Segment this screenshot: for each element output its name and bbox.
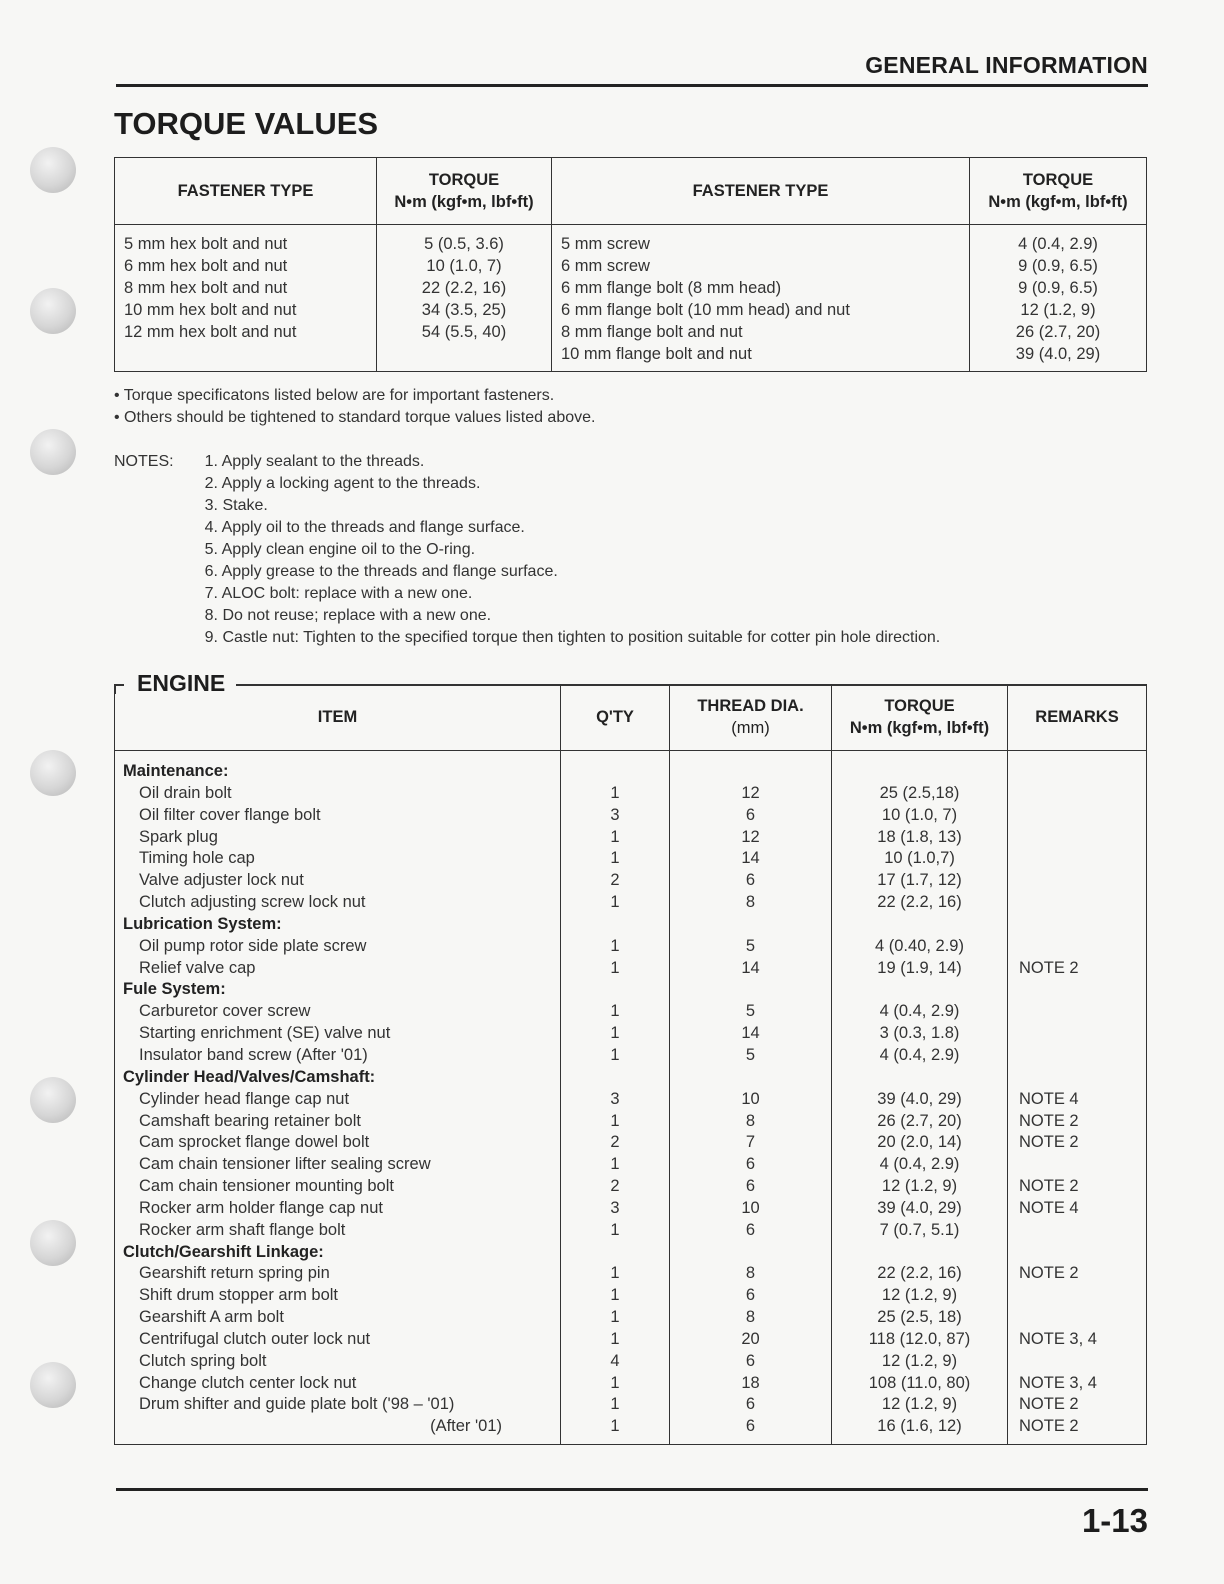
thread-dia-cell: 12 xyxy=(741,827,760,846)
note-text: Apply clean engine oil to the O-ring. xyxy=(221,541,476,558)
torque-value-cell: 9 (0.9, 6.5) xyxy=(1018,257,1098,275)
thread-dia-cell xyxy=(670,914,831,936)
item-cell: (After '01) xyxy=(430,1417,502,1436)
notes-label: NOTES: xyxy=(114,453,174,470)
fastener-type-cell: 5 mm hex bolt and nut xyxy=(124,235,288,253)
remarks-cell: NOTE 2 xyxy=(1019,1417,1079,1436)
qty-cell: 2 xyxy=(610,1177,620,1196)
thread-dia-cell xyxy=(670,1242,831,1264)
page-title: TORQUE VALUES xyxy=(114,106,379,141)
thread-dia-cell: 6 xyxy=(745,1417,756,1436)
fastener-type-cell: 5 mm screw xyxy=(561,235,650,253)
note-item xyxy=(194,473,940,495)
bullet-line: • Torque specificatons listed below are for important fasteners. xyxy=(114,387,555,404)
qty-cell: 2 xyxy=(610,871,620,890)
qty-cell: 1 xyxy=(610,827,620,846)
item-cell: Spark plug xyxy=(139,827,218,846)
left-torque-values xyxy=(377,225,552,372)
item-cell: Gearshift A arm bolt xyxy=(139,1308,284,1327)
torque-value-cell: 22 (2.2, 16) xyxy=(421,279,507,297)
item-cell: Clutch spring bolt xyxy=(139,1351,267,1370)
page-number: 1-13 xyxy=(1081,1502,1148,1539)
torque-value-cell: 54 (5.5, 40) xyxy=(421,323,507,341)
remarks-cell xyxy=(1008,1023,1146,1045)
remarks-cell xyxy=(1008,848,1146,870)
thread-dia-cell: 6 xyxy=(745,1177,756,1196)
thread-dia-cell: 5 xyxy=(745,936,756,955)
qty-cell: 1 xyxy=(610,1373,620,1392)
qty-cell: 1 xyxy=(610,1045,620,1064)
thread-dia-cell xyxy=(670,1067,831,1089)
torque-value-cell: 4 (0.4, 2.9) xyxy=(1018,235,1098,253)
torque-cell: 118 (12.0, 87) xyxy=(868,1329,971,1348)
col-header-torque: TORQUE N•m (kgf•m, lbf•ft) xyxy=(832,684,1008,751)
engine-thread-column xyxy=(670,751,832,1445)
fastener-type-cell: 6 mm flange bolt (8 mm head) xyxy=(561,279,782,297)
note-text: Apply sealant to the threads. xyxy=(221,453,425,470)
binder-hole xyxy=(30,1220,76,1266)
qty-cell: 4 xyxy=(610,1351,620,1370)
note-item xyxy=(194,539,940,561)
fastener-type-cell: 10 mm hex bolt and nut xyxy=(124,301,297,319)
binder-hole xyxy=(30,429,76,475)
note-number: 2. xyxy=(204,475,218,492)
thread-dia-cell: 20 xyxy=(741,1329,760,1348)
binder-hole xyxy=(30,147,76,193)
item-cell: Gearshift return spring pin xyxy=(139,1264,330,1283)
thread-dia-cell: 18 xyxy=(741,1373,760,1392)
torque-cell: 10 (1.0, 7) xyxy=(881,805,958,824)
remarks-cell xyxy=(1008,1045,1146,1067)
qty-cell xyxy=(561,979,669,1001)
thread-dia-cell: 14 xyxy=(741,1024,760,1043)
torque-cell: 4 (0.4, 2.9) xyxy=(879,1002,960,1021)
remarks-cell xyxy=(1008,892,1146,914)
notes-block xyxy=(114,451,940,649)
remarks-cell xyxy=(1008,1220,1146,1242)
note-number: 8. xyxy=(204,607,218,624)
engine-remarks-column xyxy=(1008,751,1147,1445)
qty-cell xyxy=(561,1067,669,1089)
remarks-cell xyxy=(1008,914,1146,936)
remarks-cell xyxy=(1008,1351,1146,1373)
qty-cell: 1 xyxy=(610,958,620,977)
torque-cell: 25 (2.5, 18) xyxy=(877,1308,962,1327)
qty-cell: 2 xyxy=(610,1133,620,1152)
col-header-torque: TORQUE N•m (kgf•m, lbf•ft) xyxy=(970,158,1147,225)
col-header-torque: TORQUE N•m (kgf•m, lbf•ft) xyxy=(377,158,552,225)
col-header-item: ITEM xyxy=(115,684,561,751)
note-text: Castle nut: Tighten to the specified torque then tighten to position suitable for cotter pin hole direction. xyxy=(222,629,941,646)
note-number: 1. xyxy=(204,453,218,470)
remarks-cell xyxy=(1008,870,1146,892)
torque-cell: 4 (0.40, 2.9) xyxy=(875,936,964,955)
qty-cell: 1 xyxy=(610,1286,620,1305)
torque-cell: 16 (1.6, 12) xyxy=(877,1417,962,1436)
item-cell: Rocker arm shaft flange bolt xyxy=(139,1220,346,1239)
thread-dia-cell: 7 xyxy=(745,1133,756,1152)
qty-cell: 1 xyxy=(610,936,620,955)
bullet-line: • Others should be tightened to standard torque values listed above. xyxy=(114,409,596,426)
remarks-cell: NOTE 2 xyxy=(1019,1133,1079,1152)
engine-qty-column xyxy=(561,751,670,1445)
remarks-cell: NOTE 2 xyxy=(1019,1395,1079,1414)
standard-torque-table xyxy=(114,157,1147,372)
note-number: 3. xyxy=(204,497,218,514)
bullet-notes xyxy=(114,385,595,429)
item-cell: Oil pump rotor side plate screw xyxy=(139,936,367,955)
fastener-type-cell: 8 mm flange bolt and nut xyxy=(561,323,743,341)
torque-cell xyxy=(832,914,1007,936)
col-header-qty: Q'TY xyxy=(561,684,670,751)
torque-value-cell: 12 (1.2, 9) xyxy=(1020,301,1096,319)
note-item xyxy=(194,583,940,605)
remarks-cell: NOTE 4 xyxy=(1019,1089,1079,1108)
item-cell: Valve adjuster lock nut xyxy=(139,871,304,890)
note-text: ALOC bolt: replace with a new one. xyxy=(221,585,473,602)
note-number: 7. xyxy=(204,585,218,602)
note-item xyxy=(194,495,940,517)
qty-cell: 1 xyxy=(610,893,620,912)
qty-cell: 3 xyxy=(610,805,620,824)
torque-cell: 39 (4.0, 29) xyxy=(877,1089,962,1108)
qty-cell: 3 xyxy=(610,1198,620,1217)
thread-dia-cell: 6 xyxy=(745,1220,756,1239)
binder-hole xyxy=(30,288,76,334)
remarks-cell xyxy=(1008,936,1146,958)
thread-dia-cell: 14 xyxy=(741,958,760,977)
torque-cell xyxy=(832,1067,1007,1089)
qty-cell: 1 xyxy=(610,1111,620,1130)
note-item xyxy=(194,627,940,649)
col-header-remarks: REMARKS xyxy=(1008,684,1147,751)
item-cell: Centrifugal clutch outer lock nut xyxy=(139,1329,371,1348)
torque-cell: 4 (0.4, 2.9) xyxy=(879,1155,960,1174)
binder-hole xyxy=(30,1077,76,1123)
item-cell: Oil drain bolt xyxy=(139,783,232,802)
thread-dia-cell: 8 xyxy=(745,1111,756,1130)
torque-cell: 26 (2.7, 20) xyxy=(877,1111,962,1130)
remarks-cell: NOTE 4 xyxy=(1019,1198,1079,1217)
qty-cell: 1 xyxy=(610,1417,620,1436)
remarks-cell xyxy=(1008,979,1146,1001)
torque-value-cell: 9 (0.9, 6.5) xyxy=(1018,279,1098,297)
torque-cell: 39 (4.0, 29) xyxy=(877,1198,962,1217)
torque-cell: 20 (2.0, 14) xyxy=(877,1133,962,1152)
qty-cell xyxy=(561,914,669,936)
item-cell: Cam sprocket flange dowel bolt xyxy=(139,1133,370,1152)
remarks-cell xyxy=(1008,761,1146,783)
qty-cell: 1 xyxy=(610,1002,620,1021)
fastener-type-cell: 6 mm flange bolt (10 mm head) and nut xyxy=(561,301,850,319)
thread-dia-cell: 5 xyxy=(745,1002,756,1021)
remarks-cell: NOTE 2 xyxy=(1019,1264,1079,1283)
qty-cell xyxy=(561,1242,669,1264)
torque-cell: 19 (1.9, 14) xyxy=(877,958,962,977)
fastener-type-cell: 8 mm hex bolt and nut xyxy=(124,279,288,297)
torque-cell: 22 (2.2, 16) xyxy=(877,893,962,912)
thread-dia-cell: 8 xyxy=(745,893,756,912)
note-item xyxy=(194,451,940,473)
torque-cell: 108 (11.0, 80) xyxy=(868,1373,971,1392)
remarks-cell: NOTE 2 xyxy=(1019,1111,1079,1130)
torque-cell: 12 (1.2, 9) xyxy=(881,1177,958,1196)
thread-dia-cell: 10 xyxy=(741,1089,760,1108)
group-heading: Maintenance: xyxy=(123,762,229,780)
engine-torque-column xyxy=(832,751,1008,1445)
note-item xyxy=(194,517,940,539)
binder-hole xyxy=(30,1362,76,1408)
note-item xyxy=(194,605,940,627)
item-cell: Insulator band screw (After '01) xyxy=(139,1045,368,1064)
remarks-cell xyxy=(1008,1001,1146,1023)
remarks-cell: NOTE 2 xyxy=(1019,1177,1079,1196)
note-number: 4. xyxy=(204,519,218,536)
thread-dia-cell: 6 xyxy=(745,1286,756,1305)
engine-item-column xyxy=(115,751,561,1445)
fastener-type-cell: 6 mm screw xyxy=(561,257,650,275)
thread-dia-cell: 8 xyxy=(745,1308,756,1327)
item-cell: Cylinder head flange cap nut xyxy=(139,1089,350,1108)
torque-cell: 3 (0.3, 1.8) xyxy=(879,1024,960,1043)
torque-cell: 22 (2.2, 16) xyxy=(877,1264,962,1283)
thread-dia-cell xyxy=(670,761,831,783)
thread-dia-cell: 14 xyxy=(741,849,760,868)
torque-value-cell: 39 (4.0, 29) xyxy=(1015,345,1101,363)
qty-cell: 1 xyxy=(610,1155,620,1174)
section-title: GENERAL INFORMATION xyxy=(865,52,1148,78)
remarks-cell xyxy=(1008,1285,1146,1307)
thread-dia-cell: 10 xyxy=(741,1198,760,1217)
right-fastener-types xyxy=(552,225,970,372)
header-rule xyxy=(116,84,1148,87)
col-header-fastener-type: FASTENER TYPE xyxy=(552,158,970,225)
note-item xyxy=(194,561,940,583)
torque-cell: 12 (1.2, 9) xyxy=(881,1286,958,1305)
item-cell: Clutch adjusting screw lock nut xyxy=(139,893,366,912)
remarks-cell xyxy=(1008,1242,1146,1264)
item-cell: Cam chain tensioner mounting bolt xyxy=(139,1177,394,1196)
torque-cell: 12 (1.2, 9) xyxy=(881,1351,958,1370)
remarks-cell xyxy=(1008,783,1146,805)
item-cell: Carburetor cover screw xyxy=(139,1002,311,1021)
torque-cell xyxy=(832,1242,1007,1264)
item-cell: Rocker arm holder flange cap nut xyxy=(139,1198,383,1217)
torque-cell: 12 (1.2, 9) xyxy=(881,1395,958,1414)
remarks-cell xyxy=(1008,1154,1146,1176)
left-fastener-types xyxy=(115,225,377,372)
remarks-cell xyxy=(1008,805,1146,827)
item-cell: Change clutch center lock nut xyxy=(139,1373,357,1392)
item-cell: Camshaft bearing retainer bolt xyxy=(139,1111,361,1130)
footer-rule xyxy=(116,1488,1148,1491)
qty-cell xyxy=(561,761,669,783)
group-heading: Lubrication System: xyxy=(123,914,282,933)
note-number: 6. xyxy=(204,563,218,580)
qty-cell: 1 xyxy=(610,1308,620,1327)
right-torque-values xyxy=(970,225,1147,372)
qty-cell: 1 xyxy=(610,849,620,868)
note-text: Do not reuse; replace with a new one. xyxy=(222,607,492,624)
torque-cell: 4 (0.4, 2.9) xyxy=(879,1045,960,1064)
group-heading: Clutch/Gearshift Linkage: xyxy=(123,1242,324,1261)
fastener-type-cell: 6 mm hex bolt and nut xyxy=(124,257,288,275)
note-text: Apply grease to the threads and flange surface. xyxy=(221,563,558,580)
item-cell: Timing hole cap xyxy=(139,849,255,868)
note-text: Apply oil to the threads and flange surface. xyxy=(221,519,525,536)
col-header-thread-dia: THREAD DIA. (mm) xyxy=(670,684,832,751)
fastener-type-cell: 10 mm flange bolt and nut xyxy=(561,345,752,363)
remarks-cell: NOTE 3, 4 xyxy=(1019,1373,1097,1392)
qty-cell: 1 xyxy=(610,1264,620,1283)
thread-dia-cell: 5 xyxy=(745,1045,756,1064)
engine-section-title: ENGINE xyxy=(135,670,229,697)
remarks-cell xyxy=(1008,827,1146,849)
note-text: Stake. xyxy=(222,497,268,514)
remarks-cell: NOTE 3, 4 xyxy=(1019,1329,1097,1348)
torque-cell: 17 (1.7, 12) xyxy=(877,871,962,890)
torque-value-cell: 26 (2.7, 20) xyxy=(1015,323,1101,341)
binder-hole xyxy=(30,750,76,796)
item-cell: Oil filter cover flange bolt xyxy=(139,805,321,824)
group-heading: Cylinder Head/Valves/Camshaft: xyxy=(123,1067,376,1086)
qty-cell: 1 xyxy=(610,1329,620,1348)
qty-cell: 1 xyxy=(610,1220,620,1239)
thread-dia-cell: 6 xyxy=(745,1395,756,1414)
qty-cell: 1 xyxy=(610,1395,620,1414)
thread-dia-cell xyxy=(670,979,831,1001)
notes-list xyxy=(194,451,940,649)
qty-cell: 1 xyxy=(610,783,620,802)
torque-value-cell: 34 (3.5, 25) xyxy=(421,301,507,319)
thread-dia-cell: 8 xyxy=(745,1264,756,1283)
group-heading: Fule System: xyxy=(123,980,226,999)
remarks-cell xyxy=(1008,1067,1146,1089)
item-cell: Drum shifter and guide plate bolt ('98 – '01) xyxy=(139,1395,455,1414)
torque-cell: 18 (1.8, 13) xyxy=(877,827,962,846)
item-cell: Cam chain tensioner lifter sealing screw xyxy=(139,1155,431,1174)
torque-value-cell: 5 (0.5, 3.6) xyxy=(424,235,504,253)
thread-dia-cell: 12 xyxy=(741,783,760,802)
col-header-fastener-type: FASTENER TYPE xyxy=(115,158,377,225)
torque-value-cell: 10 (1.0, 7) xyxy=(426,257,502,275)
note-number: 9. xyxy=(204,629,218,646)
item-cell: Shift drum stopper arm bolt xyxy=(139,1286,338,1305)
qty-cell: 3 xyxy=(610,1089,620,1108)
note-text: Apply a locking agent to the threads. xyxy=(221,475,481,492)
thread-dia-cell: 6 xyxy=(745,1351,756,1370)
qty-cell: 1 xyxy=(610,1024,620,1043)
torque-cell xyxy=(832,761,1007,783)
torque-cell xyxy=(832,979,1007,1001)
fastener-type-cell: 12 mm hex bolt and nut xyxy=(124,323,297,341)
item-cell: Starting enrichment (SE) valve nut xyxy=(139,1024,391,1043)
engine-torque-table xyxy=(114,684,1147,1445)
remarks-cell xyxy=(1008,1307,1146,1329)
item-cell: Relief valve cap xyxy=(139,958,256,977)
torque-cell: 7 (0.7, 5.1) xyxy=(879,1220,960,1239)
thread-dia-cell: 6 xyxy=(745,805,756,824)
torque-cell: 10 (1.0,7) xyxy=(884,849,955,868)
remarks-cell: NOTE 2 xyxy=(1019,958,1079,977)
thread-dia-cell: 6 xyxy=(745,1155,756,1174)
thread-dia-cell: 6 xyxy=(745,871,756,890)
torque-cell: 25 (2.5,18) xyxy=(879,783,960,802)
note-number: 5. xyxy=(204,541,218,558)
